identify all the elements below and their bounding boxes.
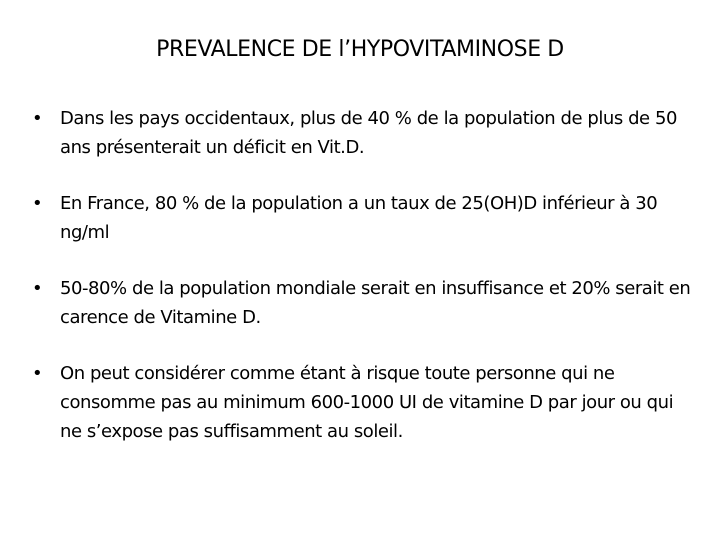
- bullet-list: [32, 104, 692, 473]
- bullet-dot-icon: •: [32, 108, 43, 129]
- slide-title: PREVALENCE DE l’HYPOVITAMINOSE D: [156, 37, 564, 62]
- bullet-text: En France, 80 % de la population a un taux de 25(OH)D inférieur à 30 ng/ml: [60, 193, 658, 243]
- bullet-text: 50-80% de la population mondiale serait en insuffisance et 20% serait en carence de Vitamine D.: [60, 278, 691, 328]
- bullet-item-3: [32, 274, 692, 332]
- bullet-item-2: [32, 189, 692, 247]
- bullet-text: On peut considérer comme étant à risque toute personne qui ne consomme pas au minimum 600-1000 UI de vitamine D par jour ou qui ne s’expose pas suffisamment au soleil.: [60, 363, 674, 442]
- bullet-dot-icon: •: [32, 278, 43, 299]
- bullet-text: Dans les pays occidentaux, plus de 40 % de la population de plus de 50 ans présenterait un déficit en Vit.D.: [60, 108, 677, 158]
- bullet-dot-icon: •: [32, 193, 43, 214]
- bullet-item-4: [32, 359, 692, 446]
- bullet-item-1: [32, 104, 692, 162]
- bullet-dot-icon: •: [32, 363, 43, 384]
